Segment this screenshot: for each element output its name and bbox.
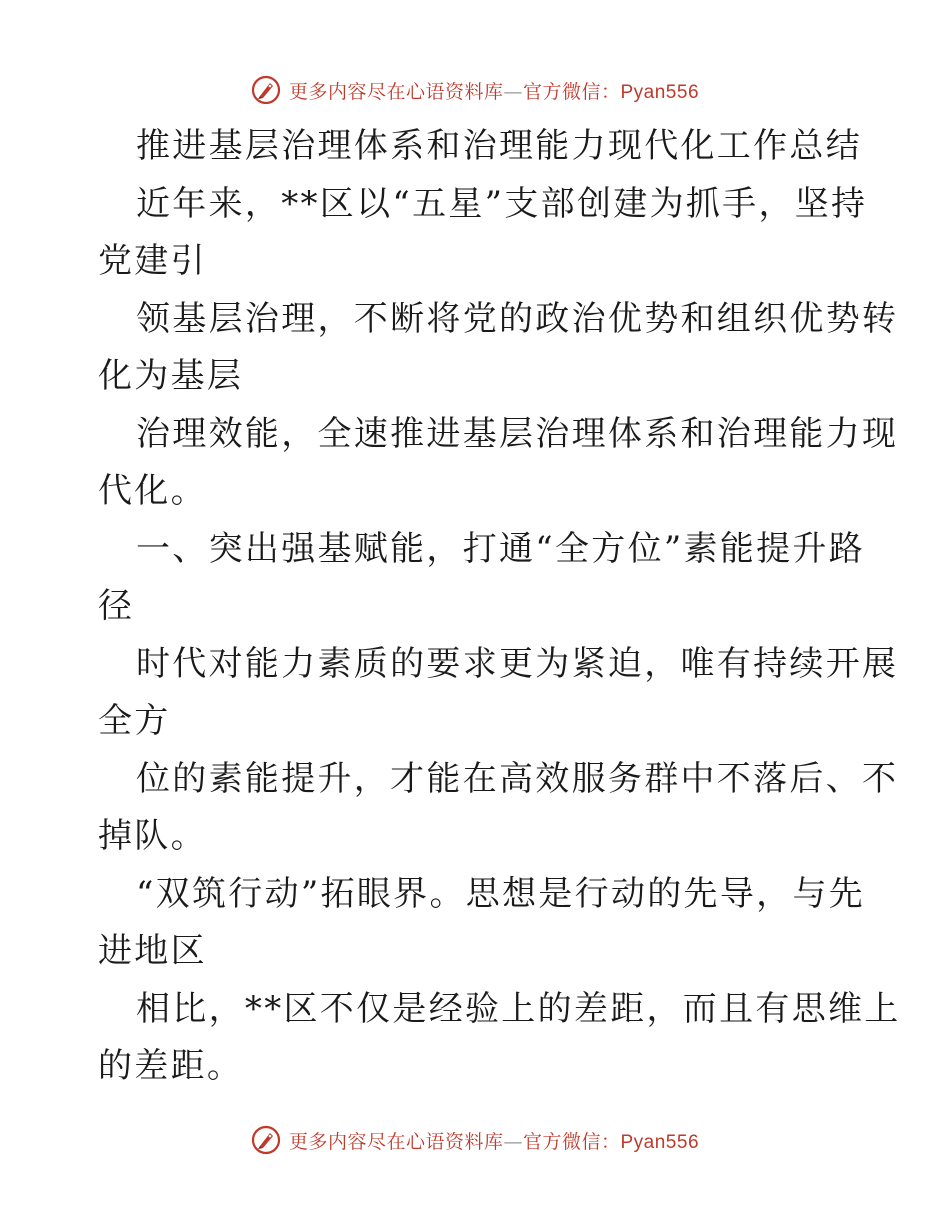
paragraph-line: 掉队。: [98, 816, 207, 856]
pen-nib-logo-icon: [251, 1125, 281, 1155]
paragraph-line: 治理效能，全速推进基层治理体系和治理能力现: [136, 413, 899, 454]
document-body: [98, 118, 901, 1096]
watermark-wechat-label: 官方微信：: [522, 80, 621, 103]
section-heading: 一、突出强基赋能，打通“全方位”素能提升路: [136, 528, 866, 569]
watermark-dash: —: [503, 80, 523, 103]
watermark-wechat-label: 官方微信：: [522, 1130, 621, 1153]
watermark-text: [289, 1127, 699, 1154]
paragraph-line: “双筑行动”拓眼界。思想是行动的先导，与先: [136, 873, 866, 914]
paragraph-line: 代化。: [98, 471, 207, 511]
watermark-header: [0, 70, 950, 110]
paragraph-line: 全方: [98, 701, 171, 741]
paragraph-line: 进地区: [98, 931, 207, 971]
watermark-site: 更多内容尽在心语资料库: [288, 80, 504, 103]
paragraph-line: 领基层治理，不断将党的政治优势和组织优势转: [136, 298, 899, 339]
paragraph-line: 相比，**区不仅是经验上的差距，而且有思维上: [136, 988, 901, 1029]
pen-nib-logo-icon: [251, 75, 281, 105]
paragraph-line: 近年来，**区以“五星”支部创建为抓手，坚持: [136, 183, 868, 224]
watermark-wechat-id: Pyan556: [620, 1131, 700, 1153]
paragraph-line: 化为基层: [98, 356, 244, 396]
watermark-text: [289, 77, 699, 104]
watermark-footer: [0, 1120, 950, 1160]
paragraph-line: 的差距。: [98, 1046, 244, 1086]
paragraph-line: 位的素能提升，才能在高效服务群中不落后、不: [136, 758, 899, 799]
paragraph-line: 党建引: [98, 241, 207, 281]
document-title: 推进基层治理体系和治理能力现代化工作总结: [136, 126, 862, 166]
watermark-site: 更多内容尽在心语资料库: [288, 1130, 504, 1153]
watermark-dash: —: [503, 1130, 523, 1153]
section-heading-cont: 径: [98, 586, 135, 626]
watermark-wechat-id: Pyan556: [620, 81, 700, 103]
paragraph-line: 时代对能力素质的要求更为紧迫，唯有持续开展: [136, 643, 899, 684]
